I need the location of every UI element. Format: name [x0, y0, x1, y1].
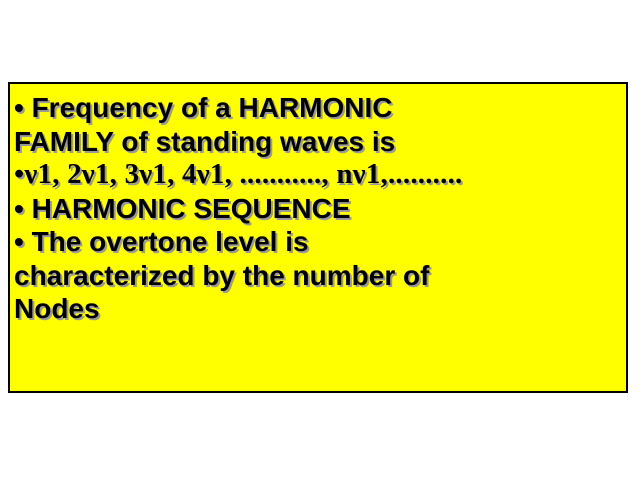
content-text-box [8, 82, 628, 393]
bullet-frequency-line-2: FAMILY of standing waves is [14, 125, 396, 157]
bullet-harmonic-sequence: • HARMONIC SEQUENCE [14, 192, 351, 224]
bullet-overtone-line-3: Nodes [14, 293, 100, 324]
bullet-overtone-line-2: characterized by the number of [14, 259, 430, 291]
bullet-frequency-line-1: • Frequency of a HARMONIC [14, 92, 393, 123]
harmonic-formula-line: •ν1, 2ν1, 3ν1, 4ν1, ..........., nν1,.......... [14, 158, 463, 190]
bullet-overtone-line-1: • The overtone level is [14, 226, 309, 257]
